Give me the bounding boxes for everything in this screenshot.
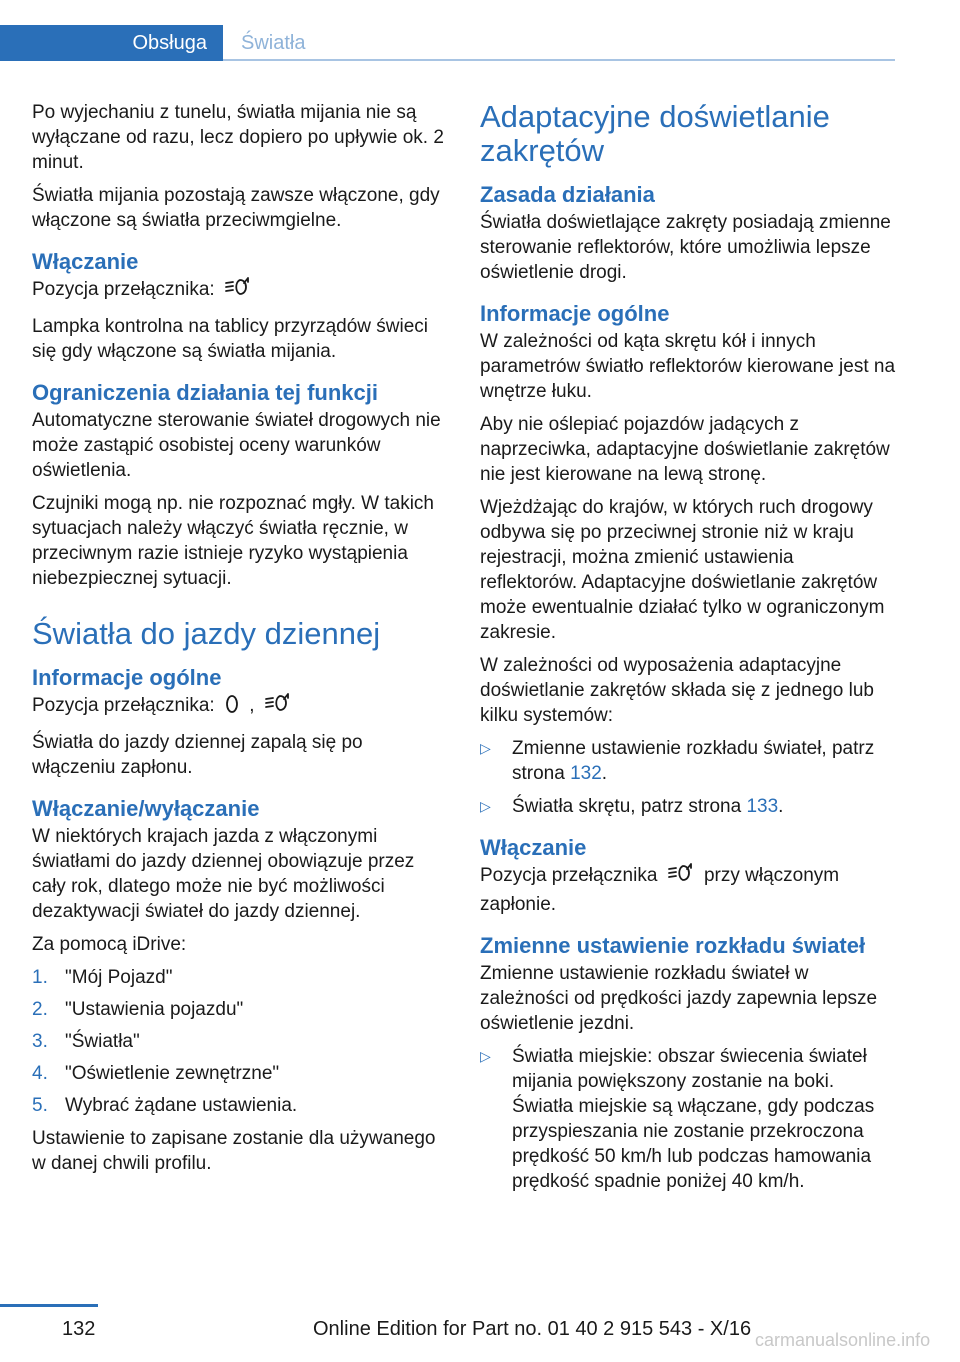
- zero-position-icon: [224, 693, 240, 722]
- list-item: [480, 794, 895, 819]
- triangle-bullet-icon: ▷: [480, 798, 491, 814]
- paragraph: Zmienne ustawienie rozkładu świateł w zależności od prędkości jazdy zapewnia lepsze oświetlenie jezdni.: [480, 963, 878, 1034]
- city-light-list: [480, 1044, 895, 1194]
- separator: ,: [249, 695, 255, 716]
- heading-zasada: Zasada działania: [480, 182, 655, 207]
- heading-ograniczenia: Ograniczenia działania tej funkcji: [32, 380, 378, 405]
- paragraph: Światła mijania pozostają zawsze włączone, gdy włączone są światła przeciwmgielne.: [32, 185, 440, 231]
- list-item: [32, 1061, 447, 1086]
- step-number: 5.: [32, 1095, 48, 1116]
- paragraph: Czujniki mogą np. nie rozpoznać mgły. W takich sytuacjach należy włączyć światła ręcznie, w przeciwnym razie istnieje ryzyko wystąpienia niebezpiecznej sytuacji.: [32, 493, 434, 589]
- list-item: [480, 736, 895, 786]
- heading-swiatla-dzienne: Światła do jazdy dziennej: [32, 616, 381, 651]
- paragraph: Automatyczne sterowanie świateł drogowych nie może zastąpić osobistej oceny warunków oświetlenia.: [32, 410, 441, 481]
- right-column: [480, 100, 895, 1204]
- paragraph: W niektórych krajach jazda z włączonymi światłami do jazdy dziennej obowiązuje przez cały rok, dlatego może nie być możliwości dezaktywacji świateł do jazdy dziennej.: [32, 826, 415, 922]
- site-watermark[interactable]: carmanualsonline.info: [755, 1330, 931, 1350]
- page-number: 132: [62, 1318, 96, 1340]
- header-tabs: [0, 25, 895, 61]
- paragraph: W zależności od kąta skrętu kół i innych parametrów światło reflektorów kierowane jest na wnętrze łuku.: [480, 331, 896, 402]
- paragraph: Wjeżdżając do krajów, w których ruch drogowy odbywa się po przeciwnej stronie niż w kraju rejestracji, można zmienić ustawienia reflektorów. Adaptacyjne doświetlanie zakrętów może ewentualnie działać tylko w ograniczonym zakresie.: [480, 497, 885, 643]
- triangle-bullet-icon: ▷: [480, 1048, 491, 1064]
- step-text: "Ustawienia pojazdu": [65, 999, 244, 1020]
- paragraph: Aby nie oślepiać pojazdów jadących z naprzeciwka, adaptacyjne doświetlanie zakrętów nie jest kierowane na lewą stronę.: [480, 414, 890, 485]
- paragraph-switch-position: [32, 277, 447, 306]
- bullet-text: Światła miejskie są włączane, gdy podczas przyspieszania nie zostanie przekroczona prędkość 50 km/h lub podczas hamowania prędkość spadnie poniżej 40 km/h.: [512, 1096, 875, 1192]
- triangle-bullet-icon: ▷: [480, 740, 491, 756]
- step-text: "Mój Pojazd": [65, 967, 173, 988]
- page-link-132[interactable]: 132: [570, 763, 602, 784]
- step-text: Wybrać żądane ustawienia.: [65, 1095, 298, 1116]
- idrive-steps: [32, 965, 447, 1118]
- heading-wlaczanie-wylaczanie: Włączanie/wyłączanie: [32, 796, 260, 821]
- list-item: [32, 1029, 447, 1054]
- heading-informacje-ogolne: Informacje ogólne: [32, 665, 222, 690]
- step-number: 2.: [32, 999, 48, 1020]
- header-rule: [223, 59, 895, 61]
- step-number: 3.: [32, 1031, 48, 1052]
- paragraph-switch-position: [32, 693, 447, 722]
- paragraph: Za pomocą iDrive:: [32, 934, 187, 955]
- period: .: [601, 763, 608, 784]
- list-item: [32, 965, 447, 990]
- bullet-text: Światła miejskie: obszar świecenia świateł mijania powiększony zostanie na boki.: [512, 1046, 867, 1092]
- paragraph: Po wyjechaniu z tunelu, światła mijania nie są wyłączane od razu, lecz dopiero po upływie ok. 2 minut.: [32, 102, 444, 173]
- paragraph: Ustawienie to zapisane zostanie dla używanego w danej chwili profilu.: [32, 1128, 436, 1174]
- page-number-rule: [0, 1304, 98, 1307]
- bullet-text: Światła skrętu, patrz strona: [512, 796, 742, 817]
- list-item: [32, 997, 447, 1022]
- heading-adaptacyjne: Adaptacyjne doświetlanie zakrętów: [480, 99, 830, 168]
- step-number: 1.: [32, 967, 48, 988]
- step-text: "Oświetlenie zewnętrzne": [65, 1063, 280, 1084]
- tab-obsluga[interactable]: [0, 25, 223, 61]
- auto-headlight-icon: [667, 863, 695, 892]
- paragraph: W zależności od wyposażenia adaptacyjne doświetlanie zakrętów składa się z jednego lub kilku systemów:: [480, 655, 874, 726]
- auto-headlight-icon: [264, 693, 292, 722]
- edition-footer: Online Edition for Part no. 01 40 2 915 543 - X/16: [313, 1318, 752, 1340]
- heading-zmienne-ustawienie: Zmienne ustawienie rozkładu świateł: [480, 933, 866, 958]
- switch-label: Pozycja przełącznika:: [32, 279, 215, 300]
- list-item: [32, 1093, 447, 1118]
- switch-label: Pozycja przełącznika: [480, 865, 658, 886]
- heading-wlaczanie: Włączanie: [480, 835, 587, 860]
- paragraph-switch-position: [480, 863, 895, 917]
- period: .: [778, 796, 784, 817]
- step-text: "Światła": [65, 1031, 140, 1052]
- bullet-text: Zmienne ustawienie rozkładu świateł, patrz strona: [512, 738, 875, 784]
- switch-suffix: przy włączonym zapłonie.: [480, 865, 840, 915]
- list-item: [480, 1044, 895, 1194]
- tab-obsluga-label: Obsługa: [132, 31, 207, 54]
- paragraph: Lampka kontrolna na tablicy przyrządów świeci się gdy włączone są światła mijania.: [32, 316, 429, 362]
- heading-informacje-ogolne: Informacje ogólne: [480, 301, 670, 326]
- switch-label: Pozycja przełącznika:: [32, 695, 215, 716]
- paragraph: Światła doświetlające zakręty posiadają zmienne sterowanie reflektorów, które umożliwia lepsze oświetlenie drogi.: [480, 212, 891, 283]
- heading-wlaczanie: Włączanie: [32, 249, 139, 274]
- auto-headlight-icon: [224, 277, 252, 306]
- paragraph: Światła do jazdy dziennej zapalą się po włączeniu zapłonu.: [32, 732, 363, 778]
- systems-list: [480, 736, 895, 819]
- tab-swiatla[interactable]: [241, 25, 305, 61]
- left-column: [32, 100, 447, 1184]
- tab-swiatla-label: Światła: [241, 31, 306, 54]
- page-link-133[interactable]: 133: [746, 796, 779, 817]
- step-number: 4.: [32, 1063, 48, 1084]
